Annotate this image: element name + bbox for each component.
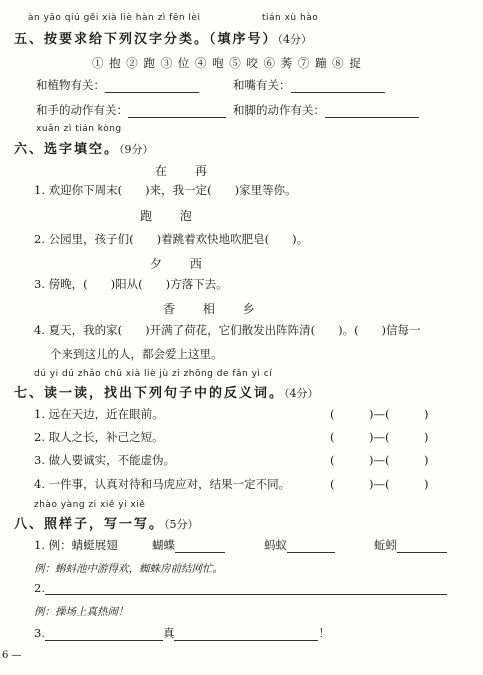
section8-q2	[34, 581, 447, 595]
section6-points: （9分）	[119, 143, 154, 156]
section5-q3	[36, 102, 226, 118]
section7-title: 七、读一读，找出下列句子中的反义词。	[14, 386, 285, 401]
page-number: 6 —	[2, 650, 22, 661]
section8-pinyin: zhào yàng zi xiě yi xiě	[34, 500, 146, 510]
section5-heading	[14, 28, 312, 47]
answer-blank[interactable]	[287, 552, 335, 553]
section8-word1	[152, 537, 225, 553]
section7-item-1: 1. 远在天边，近在眼前。	[34, 407, 164, 421]
q-label: 和脚的动作有关：	[233, 103, 325, 117]
section6-q1: 1. 欢迎你下周末( )来，我一定( )家里等你。	[34, 183, 297, 197]
section5-options: ① 抱 ② 跑 ③ 位 ④ 咆 ⑤ 咬 ⑥ 莠 ⑦ 蹦 ⑧ 捉	[92, 56, 361, 70]
section8-example3: 例：操场上真热闹！	[34, 606, 129, 618]
section5-q1	[36, 77, 199, 93]
answer-blank[interactable]	[325, 117, 419, 118]
section6-q4: 4. 夏天，我的家( )开满了荷花，它们散发出阵阵清( )。( )信每一	[34, 323, 421, 337]
section8-title: 八、照样子，写一写。	[14, 517, 165, 532]
answer-blank[interactable]	[175, 552, 225, 553]
q3-mid: 真	[162, 626, 175, 640]
section6-q3: 3. 傍晚，( )阳从( )方落下去。	[34, 277, 228, 291]
section5-q4	[233, 102, 419, 118]
section7-item-2: 2. 取人之长，补己之短。	[34, 430, 164, 444]
answer-blank[interactable]	[174, 640, 318, 641]
section7-answer-3[interactable]: ( )—( )	[330, 453, 429, 467]
section6-pair3: 夕 西	[150, 257, 214, 271]
word-label: 蚯蚓	[374, 538, 397, 552]
section7-item-3: 3. 做人要诚实，不能虚伪。	[34, 453, 176, 467]
section7-points: （4分）	[284, 387, 319, 400]
section6-pair2: 跑 泡	[140, 209, 204, 223]
section7-answer-4[interactable]: ( )—( )	[330, 477, 429, 491]
section5-title: 五、按要求给下列汉字分类。（填序号）	[14, 32, 278, 47]
q-label: 和手的动作有关：	[36, 103, 128, 117]
section6-q4-continued: 个来到这儿的人，都会爱上这里。	[50, 347, 223, 361]
section6-q2: 2. 公园里，孩子们( )着跳着欢快地吹肥皂( )。	[34, 232, 309, 246]
word-label: 蚂蚁	[264, 538, 287, 552]
section8-example-sentence: 例：蝌蚪池中游得欢，蜘蛛房前结网忙。	[34, 563, 223, 575]
q3-end: ！	[318, 626, 330, 640]
section5-pinyin-a: àn yāo qiú gěi xià liè hàn zì fēn lèi	[28, 13, 201, 23]
section7-heading	[14, 382, 319, 401]
word-label: 蝴蝶	[152, 538, 175, 552]
section8-example1: 1. 例：蜻蜓展翅	[34, 538, 118, 552]
section8-heading	[14, 513, 199, 532]
answer-blank[interactable]	[45, 640, 163, 641]
section6-pair4: 香 相 乡	[163, 302, 267, 316]
section5-pinyin-b: tián xù hào	[262, 13, 319, 23]
answer-blank[interactable]	[105, 92, 199, 93]
section7-answer-2[interactable]: ( )—( )	[330, 430, 429, 444]
section5-q2	[233, 77, 385, 93]
section6-pinyin: xuǎn zì tián kòng	[36, 124, 122, 134]
section7-pinyin: dú yi dú zhǎo chū xià liè jù zi zhōng de fǎn yì cí	[34, 369, 273, 379]
answer-line[interactable]	[45, 594, 447, 595]
q3-label: 3.	[34, 626, 45, 640]
section7-answer-1[interactable]: ( )—( )	[330, 407, 429, 421]
q-label: 和嘴有关：	[233, 78, 291, 92]
section6-heading	[14, 138, 154, 157]
section6-pair1: 在 再	[155, 164, 219, 178]
answer-blank[interactable]	[128, 117, 226, 118]
answer-blank[interactable]	[397, 552, 447, 553]
answer-blank[interactable]	[291, 92, 385, 93]
section7-item-4: 4. 一件事，认真对待和马虎应对，结果一定不同。	[34, 477, 291, 491]
section8-points: （5分）	[164, 518, 199, 531]
section5-points: （4分）	[277, 33, 313, 46]
q-label: 和植物有关：	[36, 78, 105, 92]
section8-word3	[374, 537, 447, 553]
section6-title: 六、选字填空。	[14, 142, 120, 157]
section8-q3	[34, 625, 330, 641]
section8-word2	[264, 537, 335, 553]
q2-label: 2.	[34, 581, 45, 595]
